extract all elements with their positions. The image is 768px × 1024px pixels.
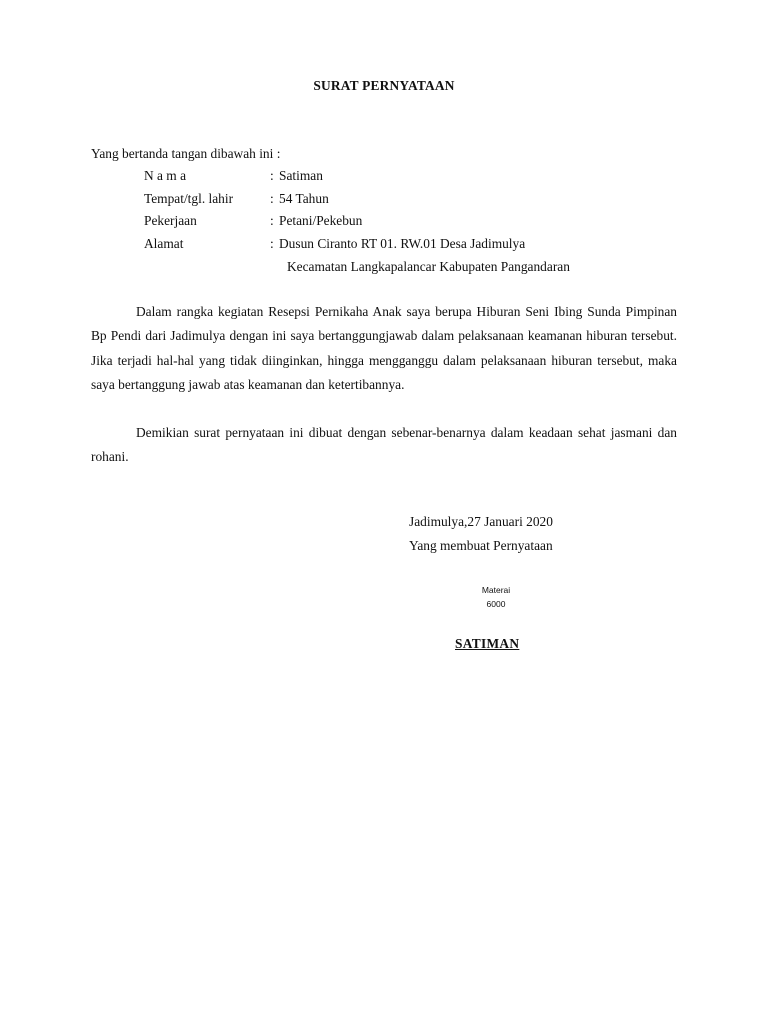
place-date: Jadimulya,27 Januari 2020 xyxy=(409,514,553,529)
field-value: 54 Tahun xyxy=(279,191,329,206)
signer-role: Yang membuat Pernyataan xyxy=(409,538,553,553)
field-label: Tempat/tgl. lahir xyxy=(144,191,234,206)
field-value: Dusun Ciranto RT 01. RW.01 Desa Jadimulya xyxy=(279,236,526,251)
intro-text: Yang bertanda tangan dibawah ini : xyxy=(91,146,281,161)
field-label: Alamat xyxy=(144,236,184,251)
paragraph-closing: Demikian surat pernyataan ini dibuat dengan sebenar-benarnya dalam keadaan sehat jasmani dan rohani. xyxy=(91,425,677,465)
field-value: Satiman xyxy=(279,168,323,183)
field-colon: : xyxy=(270,168,274,183)
field-tempat-tgl-lahir xyxy=(144,191,664,211)
field-colon: : xyxy=(270,236,274,251)
signer-name: SATIMAN xyxy=(455,636,520,651)
stamp-label: Materai xyxy=(481,585,511,595)
paragraph-statement: Dalam rangka kegiatan Resepsi Pernikaha Anak saya berupa Hiburan Seni Ibing Sunda Pimpinan Bp Pendi dari Jadimulya dengan ini saya bertanggungjawab dalam pelaksanaan keamanan hiburan tersebut. Jika terjadi hal-hal yang tidak diinginkan, hingga mengganggu dalam pelaksanaan hiburan tersebut, maka saya bertanggung jawab atas keamanan dan ketertibannya. xyxy=(91,304,677,393)
field-nama xyxy=(144,168,664,188)
field-label: N a m a xyxy=(144,168,187,183)
address-line-2: Kecamatan Langkapalancar Kabupaten Pangandaran xyxy=(287,259,570,274)
field-alamat xyxy=(144,236,664,256)
field-pekerjaan xyxy=(144,213,664,233)
field-colon: : xyxy=(270,213,274,228)
field-label: Pekerjaan xyxy=(144,213,197,228)
field-value: Petani/Pekebun xyxy=(279,213,363,228)
stamp-value: 6000 xyxy=(486,599,506,609)
document-title: SURAT PERNYATAAN xyxy=(313,78,455,93)
stamp-placeholder xyxy=(470,583,522,611)
field-colon: : xyxy=(270,191,274,206)
